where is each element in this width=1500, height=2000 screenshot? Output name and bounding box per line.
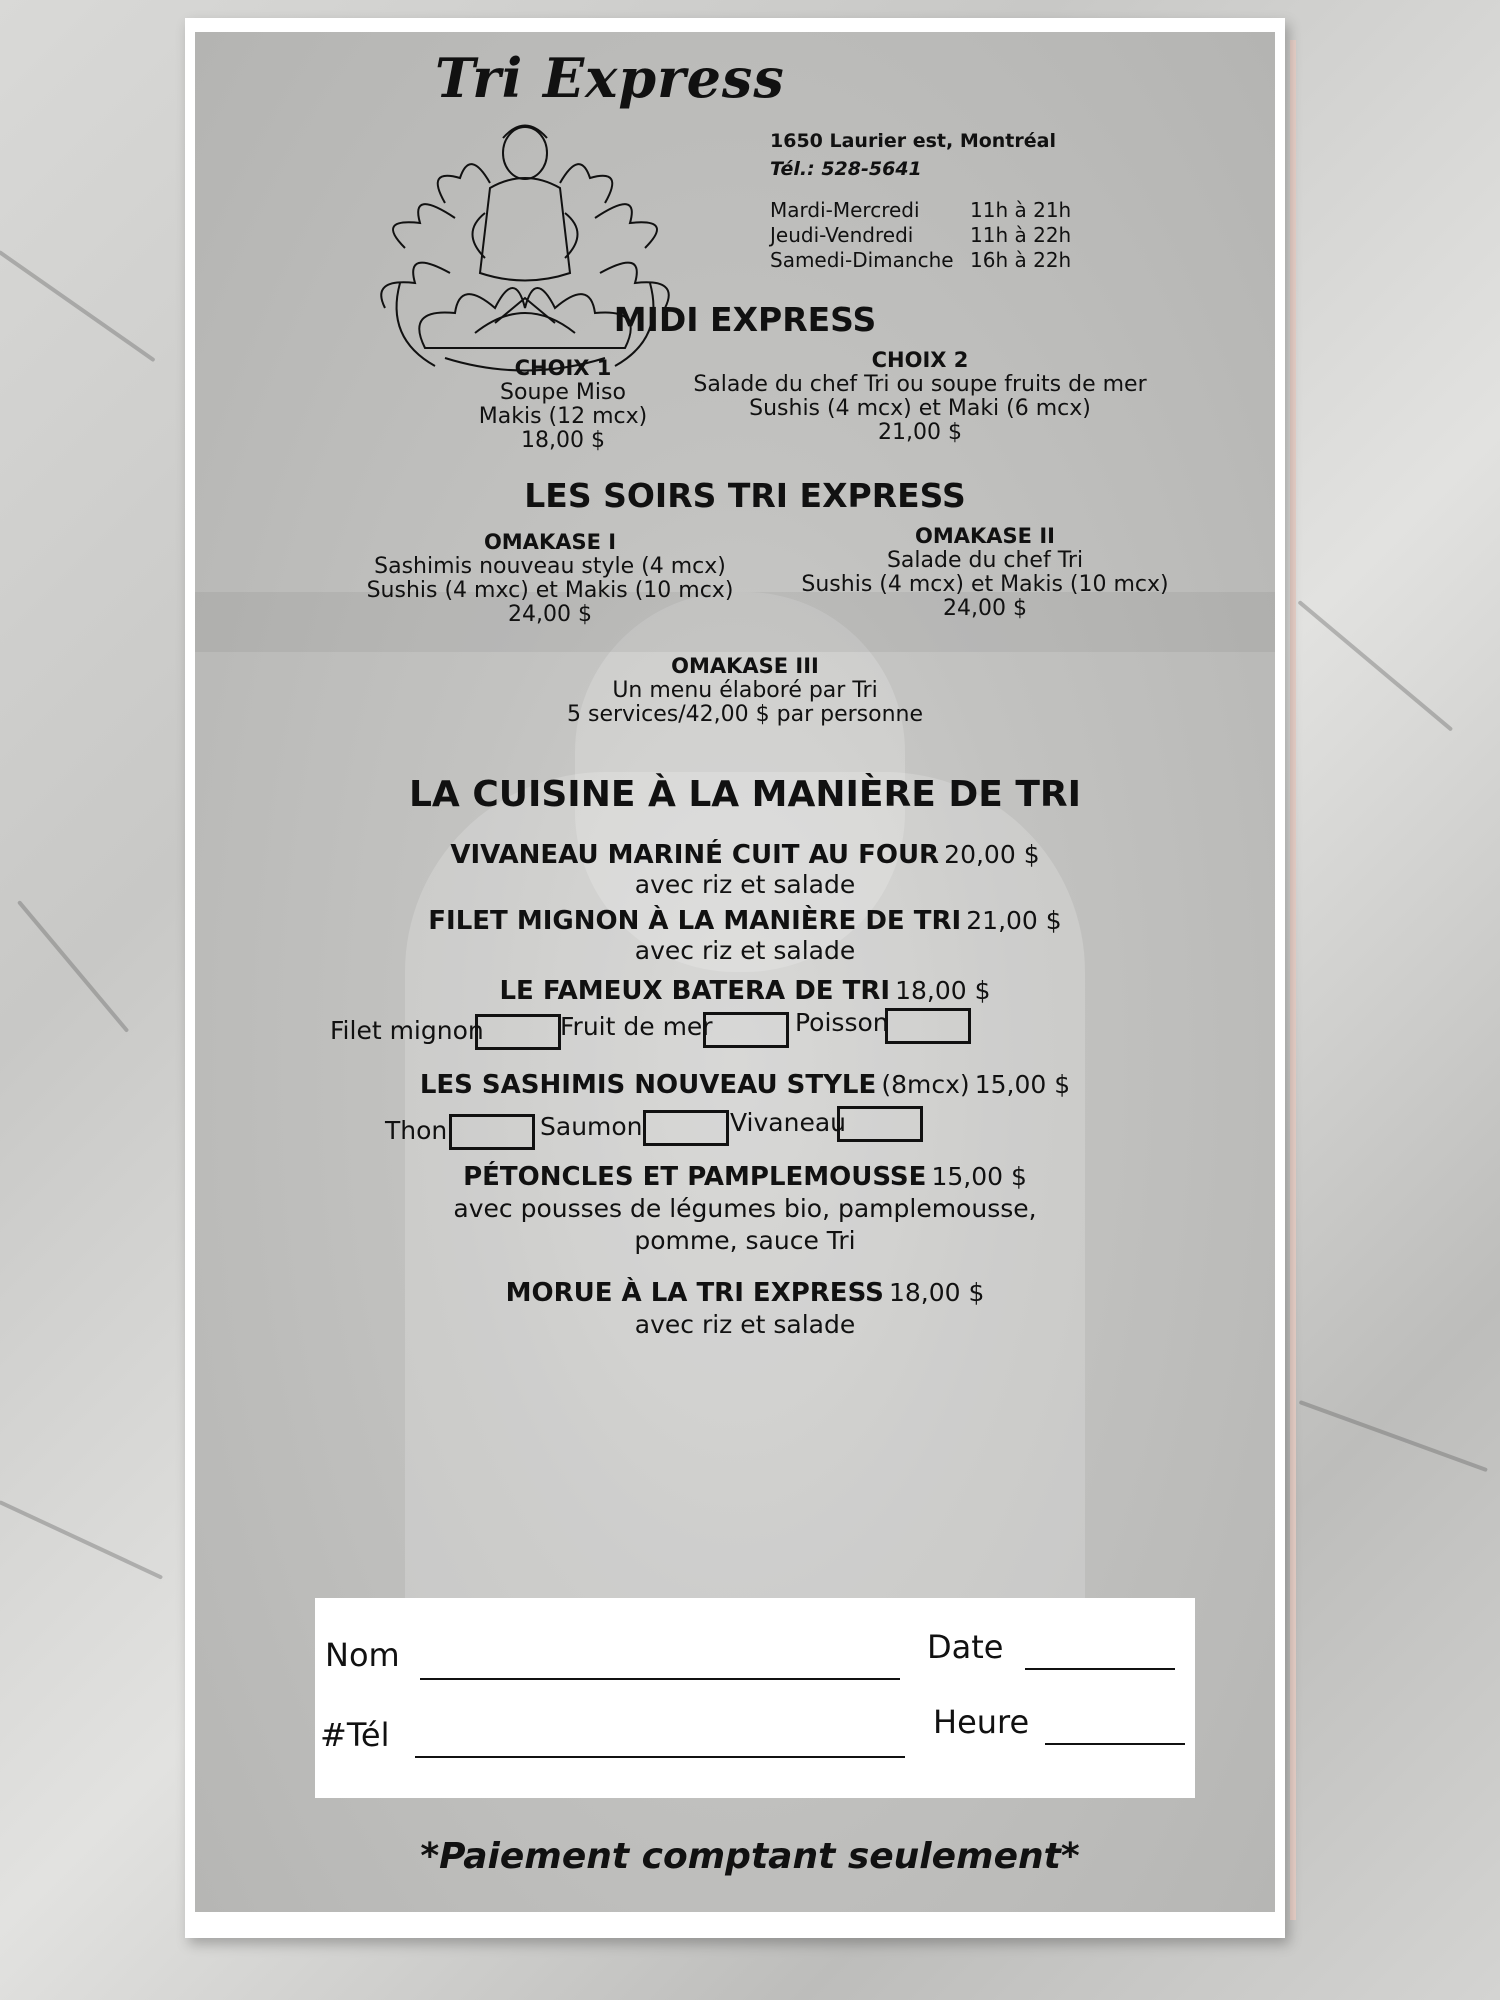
cuisine-item-2: [499, 976, 990, 1006]
hours-days-0: Mardi-Mercredi: [770, 198, 920, 222]
item-name: PÉTONCLES ET PAMPLEMOUSSE: [463, 1162, 927, 1192]
option-checkbox-filet-mignon[interactable]: [475, 1014, 561, 1050]
omakase2-line: Sushis (4 mcx) et Makis (10 mcx): [801, 572, 1169, 597]
address-phone: Tél.: 528-5641: [770, 158, 922, 180]
item-name: LE FAMEUX BATERA DE TRI: [499, 976, 891, 1006]
choix2-price: 21,00 $: [878, 420, 962, 445]
item-desc: avec pousses de légumes bio, pamplemousse,: [453, 1194, 1037, 1223]
marble-vein: [1297, 600, 1453, 732]
option-label: Thon: [385, 1116, 448, 1145]
hours-time-2: 16h à 22h: [970, 248, 1072, 272]
option-checkbox-thon[interactable]: [449, 1114, 535, 1150]
item-desc: avec riz et salade: [634, 1310, 856, 1339]
cuisine-item-5: [506, 1278, 985, 1308]
hours-time-0: 11h à 21h: [970, 198, 1072, 222]
choix1-title: CHOIX 1: [514, 356, 612, 380]
hours-days-2: Samedi-Dimanche: [770, 248, 954, 272]
option-checkbox-vivaneau[interactable]: [837, 1106, 923, 1142]
item-name: VIVANEAU MARINÉ CUIT AU FOUR: [450, 840, 940, 870]
option-label: Saumon: [540, 1112, 643, 1141]
photo-shape: [195, 592, 1275, 652]
choix1-line: Soupe Miso: [500, 380, 626, 405]
cuisine-item-1: [428, 906, 1061, 936]
heure-field[interactable]: [1045, 1743, 1185, 1745]
sheet-edge: [1290, 40, 1296, 1920]
omakase2-price: 24,00 $: [943, 596, 1027, 621]
item-desc: pomme, sauce Tri: [634, 1226, 856, 1255]
marble-vein: [17, 900, 129, 1033]
option-checkbox-fruit-de-mer[interactable]: [703, 1012, 789, 1048]
marble-vein: [0, 250, 156, 362]
item-price: 18,00 $: [888, 1278, 985, 1307]
cuisine-item-0: [450, 840, 1039, 870]
form-label-heure: Heure: [933, 1703, 1030, 1741]
item-name: FILET MIGNON À LA MANIÈRE DE TRI: [428, 906, 962, 936]
option-label: Poisson: [795, 1008, 889, 1037]
item-price: 20,00 $: [944, 840, 1040, 869]
order-form: [315, 1598, 1195, 1798]
item-qty: (8mcx): [881, 1070, 970, 1099]
item-desc: avec riz et salade: [634, 870, 856, 899]
item-price: 15,00 $: [931, 1162, 1027, 1191]
omakase3-title: OMAKASE III: [671, 654, 819, 678]
tel-field[interactable]: [415, 1756, 905, 1758]
marble-vein: [0, 1500, 163, 1580]
omakase1-line: Sashimis nouveau style (4 mcx): [374, 554, 726, 579]
form-label-tel: #Tél: [320, 1716, 390, 1754]
choix2-line: Salade du chef Tri ou soupe fruits de mer: [693, 372, 1147, 397]
brand-name: Tri Express: [435, 46, 785, 110]
cuisine-item-4: [463, 1162, 1027, 1192]
omakase2-line: Salade du chef Tri: [886, 548, 1084, 573]
choix1-line: Makis (12 mcx): [478, 404, 648, 429]
option-label: Filet mignon: [330, 1016, 484, 1045]
cuisine-item-3: [420, 1070, 1070, 1100]
choix2-line: Sushis (4 mcx) et Maki (6 mcx): [749, 396, 1091, 421]
section-title-cuisine: LA CUISINE À LA MANIÈRE DE TRI: [408, 774, 1082, 815]
option-checkbox-poisson[interactable]: [885, 1008, 971, 1044]
item-name: MORUE À LA TRI EXPRESS: [505, 1278, 884, 1308]
item-desc: avec riz et salade: [634, 936, 856, 965]
item-price: 15,00 $: [974, 1070, 1071, 1099]
address-street: 1650 Laurier est, Montréal: [770, 130, 1056, 152]
option-label: Fruit de mer: [560, 1012, 713, 1041]
item-name: LES SASHIMIS NOUVEAU STYLE: [419, 1070, 877, 1100]
section-title-soirs: LES SOIRS TRI EXPRESS: [524, 476, 966, 515]
menu-sheet: [185, 18, 1285, 1938]
omakase1-title: OMAKASE I: [483, 530, 617, 554]
date-field[interactable]: [1025, 1668, 1175, 1670]
omakase3-line: 5 services/42,00 $ par personne: [566, 702, 924, 727]
choix2-title: CHOIX 2: [871, 348, 969, 372]
form-label-nom: Nom: [325, 1636, 400, 1674]
item-price: 18,00 $: [895, 976, 991, 1005]
marble-vein: [1299, 1400, 1488, 1472]
option-label: Vivaneau: [730, 1108, 847, 1137]
nom-field[interactable]: [420, 1678, 900, 1680]
payment-note: *Paiement comptant seulement*: [420, 1836, 1080, 1877]
omakase1-price: 24,00 $: [508, 602, 592, 627]
omakase3-line: Un menu élaboré par Tri: [612, 678, 878, 703]
hours-time-1: 11h à 22h: [970, 223, 1072, 247]
option-checkbox-saumon[interactable]: [643, 1110, 729, 1146]
omakase2-title: OMAKASE II: [915, 524, 1055, 548]
choix1-price: 18,00 $: [521, 428, 605, 453]
omakase1-line: Sushis (4 mxc) et Makis (10 mcx): [366, 578, 734, 603]
form-label-date: Date: [927, 1628, 1004, 1666]
item-price: 21,00 $: [966, 906, 1062, 935]
section-title-midi: MIDI EXPRESS: [613, 300, 877, 339]
hours-days-1: Jeudi-Vendredi: [770, 223, 914, 247]
